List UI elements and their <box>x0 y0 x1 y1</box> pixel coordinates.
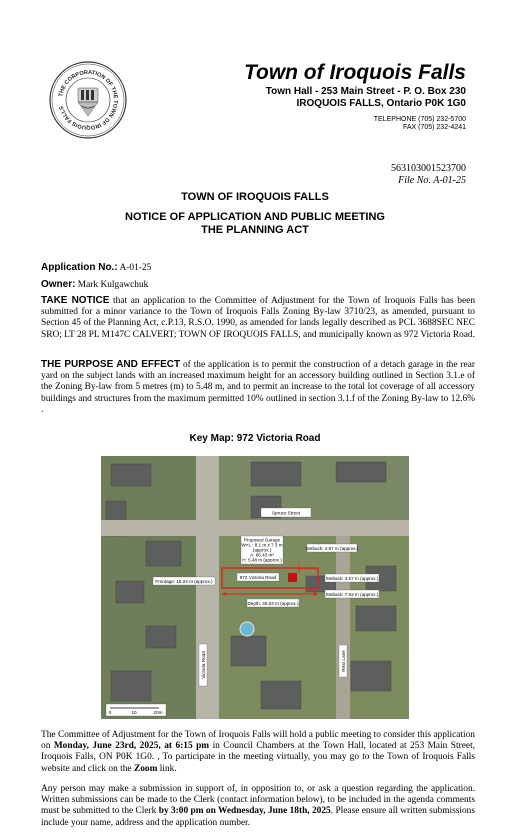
address-line-2: IROQUOIS FALLS, Ontario P0K 1G0 <box>296 98 466 109</box>
map-label-frontage: Frontage: 15.24 m (approx.) <box>155 578 213 584</box>
scale-label-10: 10 <box>131 710 137 715</box>
map-label-garage-3: (approx.) <box>252 547 272 553</box>
town-seal-logo <box>48 60 128 140</box>
scale-label-20: 20m <box>153 710 163 715</box>
owner-row <box>41 279 475 291</box>
map-label-setback-top: Setback: 4.87 m (approx.) <box>305 545 359 551</box>
take-notice-lead: TAKE NOTICE <box>41 295 110 306</box>
proposed-garage-footprint <box>288 573 297 582</box>
zoom-link-text: Zoom <box>133 763 158 774</box>
subtitle-line-1: NOTICE OF APPLICATION AND PUBLIC MEETING <box>125 211 385 223</box>
map-label-victoria-road: Victoria Road <box>200 651 206 679</box>
map-label-garage-5: H: 5.48 m (approx.) <box>242 557 282 563</box>
application-number-label: Application No.: <box>41 262 118 273</box>
meeting-date: Monday, June 23rd, 2025, at 6:15 pm <box>53 741 210 752</box>
document-subtitle <box>0 211 510 237</box>
purpose-lead: THE PURPOSE AND EFFECT <box>41 359 181 370</box>
letterhead <box>244 60 466 132</box>
purpose-text: of the application is to permit the construction of a detach garage in the rear yard on the subject lands with an increased maximum height for an accessory building outlined in Section 3.1.e of the Zoning By-law from 5 metres (m) to 5.48 m, and to permit an increase to the total lot coverage of all accessory buildings and structures from the maximum permitted 10% outlined in section 3.1.f of the Zoning By-law to 12.6% . <box>41 360 475 415</box>
map-label-garage-1: Proposed Garage <box>243 537 281 543</box>
file-number: File No. A-01-25 <box>398 175 466 186</box>
map-label-setback-bottom: Setback: 7.62 m (approx.) <box>325 591 379 597</box>
reference-number: 563103001523700 <box>391 163 466 174</box>
map-label-rear-lane: Rear Lane <box>340 650 346 672</box>
submissions-deadline: by 3:00 pm on Wednesday, June 18th, 2025 <box>158 806 331 817</box>
meeting-text-2: in Council Chambers at the Town Hall, located at 253 Main Street, Iroquois Falls, ON P0K 1G0. , To participate in the meeting virtually, you may go to the Town of Iroquois Falls website and click on the <box>41 741 476 774</box>
take-notice-text: that an application to the Committee of Adjustment for the Town of Iroquois Falls has been submitted for a minor variance to the Town of Iroquois Falls Zoning By-law 3710/23, as amended, pursuant to Section 45 of the Planning Act, c.P.13, R.S.O. 1990, as amended for lands legally described as PCL 3688SEC NEC SRO; LT 28 PL M147C CALVERT; TOWN OF IROQUOIS FALLS, and municipally known as 972 Victoria Road. <box>41 296 476 340</box>
owner-value: Mark Kulgawchuk <box>77 280 149 290</box>
map-label-garage-4: A: 66.43 m² <box>250 552 274 558</box>
submissions-text-1: Any person may make a submission in support of, in opposition to, or ask a question regarding the application. Written submissions can be made to the Clerk (contact information below), to be included in the agenda comments must be submitted to the Clerk <box>41 784 475 817</box>
reference-block <box>391 163 466 187</box>
scale-label-0: 0 <box>108 710 112 715</box>
fax: FAX (705) 232-4241 <box>402 124 466 131</box>
address-line-1: Town Hall - 253 Main Street - P. O. Box 230 <box>265 86 466 97</box>
meeting-text-3: link. <box>159 763 177 774</box>
take-notice-paragraph <box>41 295 475 341</box>
map-label-garage-2: W×L : 8.1 m x 7.3 m <box>241 542 283 548</box>
map-label-property: 972 Victoria Road <box>239 574 277 580</box>
meeting-paragraph <box>41 730 475 775</box>
application-number-value: A-01-25 <box>119 263 152 273</box>
map-label-depth: Depth: 45.63 m (approx.) <box>247 600 299 606</box>
svg-text:THE CORPORATION OF THE TOWN OF: THE CORPORATION OF THE TOWN OF IROQUOIS FALLS <box>58 69 119 131</box>
application-number-row <box>41 262 475 274</box>
document-title: TOWN OF IROQUOIS FALLS <box>181 191 329 203</box>
submissions-text-2: . Please ensure all written submissions include your name, address and the application number. <box>41 806 476 828</box>
owner-label: Owner: <box>41 279 76 290</box>
key-map-image <box>101 456 409 719</box>
telephone: TELEPHONE (705) 232-5700 <box>373 116 466 123</box>
subtitle-line-2: THE PLANNING ACT <box>201 224 309 236</box>
map-label-setback-right: Setback: 4.57 m (approx.) <box>325 575 379 581</box>
map-label-spruce-street: Spruce Street <box>271 510 301 516</box>
meeting-text-1: The Committee of Adjustment for the Town of Iroquois Falls will hold a public meeting to consider this application on <box>41 730 475 752</box>
town-name: Town of Iroquois Falls <box>243 61 466 84</box>
submissions-paragraph <box>41 784 475 829</box>
key-map-title: Key Map: 972 Victoria Road <box>189 433 321 444</box>
purpose-paragraph <box>41 359 475 416</box>
